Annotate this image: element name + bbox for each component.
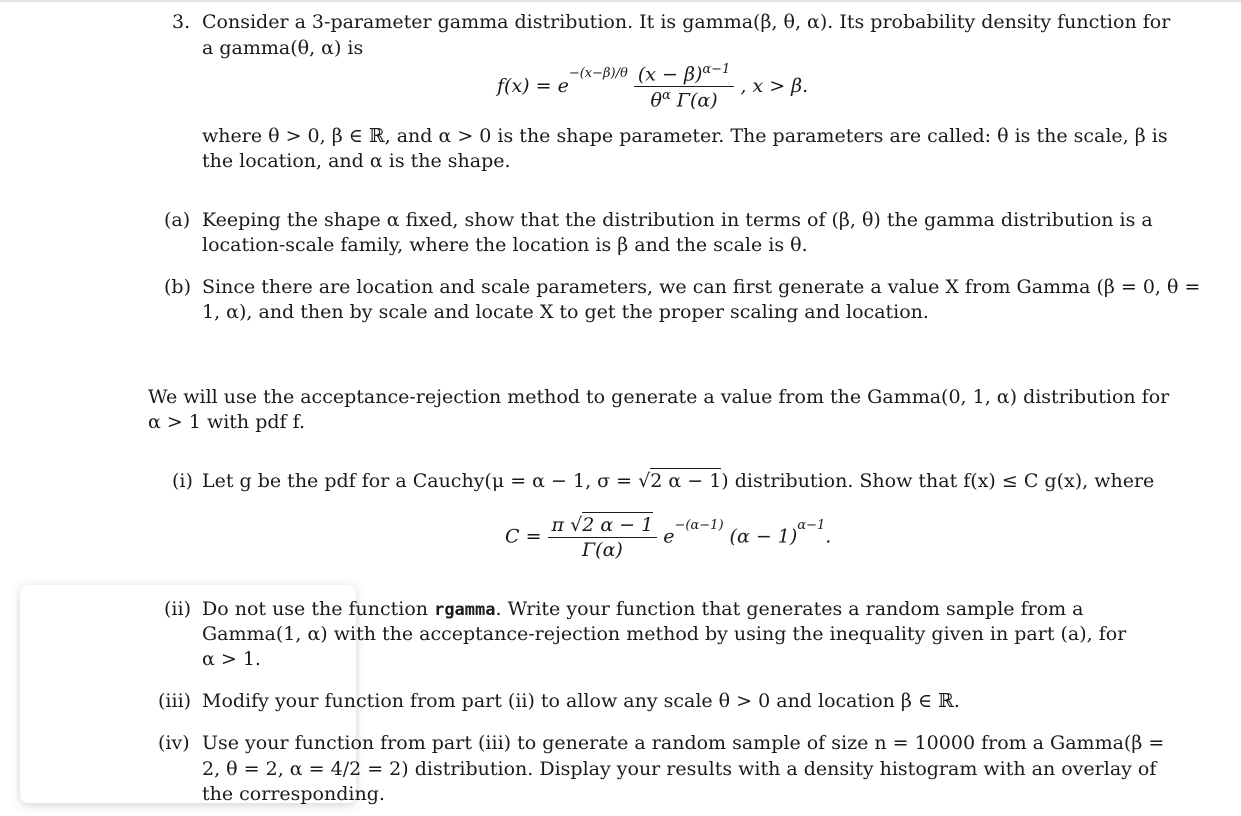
pdf-numerator-sup: α−1 [702,62,731,77]
pdf-lhs: f(x) = e [497,74,569,97]
c-tail: (α − 1) [723,525,798,548]
part-a-label: (a) [164,209,191,231]
part-iv-line3: the corresponding. [202,783,385,805]
problem-intro-line2: a gamma(θ, α) is [202,37,364,59]
part-iii-text: Modify your function from part (ii) to allow any scale θ > 0 and location β ∈ ℝ. [202,690,960,712]
sqrt-sign: √ [638,470,651,492]
where-line1: where θ > 0, β ∈ ℝ, and α > 0 is the shape parameter. The parameters are called: θ is the scale, β is [202,125,1168,147]
top-divider [0,0,1241,2]
pdf-exponent: −(x−β)/θ [568,65,628,81]
part-ii-line3: α > 1. [202,648,261,670]
part-a-line1: Keeping the shape α fixed, show that the distribution in terms of (β, θ) the gamma distribution is a [202,209,1153,231]
c-exponent: −(α−1) [674,518,724,534]
c-num-sqrt: 2 α − 1 [582,514,654,536]
part-a-line2: location-scale family, where the location is β and the scale is θ. [202,234,808,256]
c-denominator: Γ(α) [581,539,623,561]
pdf-denominator-sup: α [661,88,671,104]
pdf-fraction [634,62,734,112]
ar-intro-line1: We will use the acceptance-rejection method to generate a value from the Gamma(0, 1, α) distribution for [148,386,1170,408]
c-lhs: C = [505,525,542,548]
problem-intro-line1: Consider a 3-parameter gamma distribution. It is gamma(β, θ, α). Its probability density function for [202,11,1171,33]
part-ii-line2: Gamma(1, α) with the acceptance-rejection method by using the inequality given in part (a), for [202,623,1127,645]
pdf-denominator-rest: Γ(α) [670,89,718,112]
part-b-line2: 1, α), and then by scale and locate X to get the proper scaling and location. [202,301,929,323]
ar-intro-line2: α > 1 with pdf f. [148,411,306,433]
floating-panel-shadow [20,585,356,803]
c-end: . [825,525,832,548]
pdf-numerator: (x − β) [637,63,703,86]
part-b-line1: Since there are location and scale parameters, we can first generate a value X from Gamma (β = 0, θ = [202,276,1201,298]
part-iv-line1: Use your function from part (iii) to generate a random sample of size n = 10000 from a Gamma(β = [202,732,1165,754]
part-ii-line1-b: . Write your function that generates a random sample from a [495,598,1084,620]
part-b-label: (b) [164,276,191,298]
pdf-denominator: θ [650,89,662,112]
c-e: e [663,525,675,548]
c-num-pi: π [551,514,571,536]
part-i-text-a: Let g be the pdf for a Cauchy(μ = α − 1, σ = [202,470,639,492]
part-i-text-b: ) distribution. Show that f(x) ≤ C g(x), where [721,470,1155,492]
part-ii-line1-a: Do not use the function [202,598,435,620]
part-i-text [202,469,1154,494]
c-equation [505,514,831,561]
part-iv-label: (iv) [158,732,190,754]
c-tail-sup: α−1 [797,518,826,534]
where-line2: the location, and α is the shape. [202,150,511,172]
part-ii-label: (ii) [164,598,191,620]
pdf-equation [497,62,808,112]
c-sqrt-sign: √ [570,514,583,536]
part-i-sqrt: 2 α − 1 [650,470,722,492]
c-fraction [548,514,658,561]
part-iv-line2: 2, θ = 2, α = 4/2 = 2) distribution. Display your results with a density histogram with an overlay of [202,758,1157,780]
part-i-label: (i) [172,470,193,492]
part-iii-label: (iii) [158,690,192,712]
pdf-condition: , x > β. [740,74,809,97]
rgamma-code: rgamma [434,600,496,620]
problem-number: 3. [172,11,191,33]
